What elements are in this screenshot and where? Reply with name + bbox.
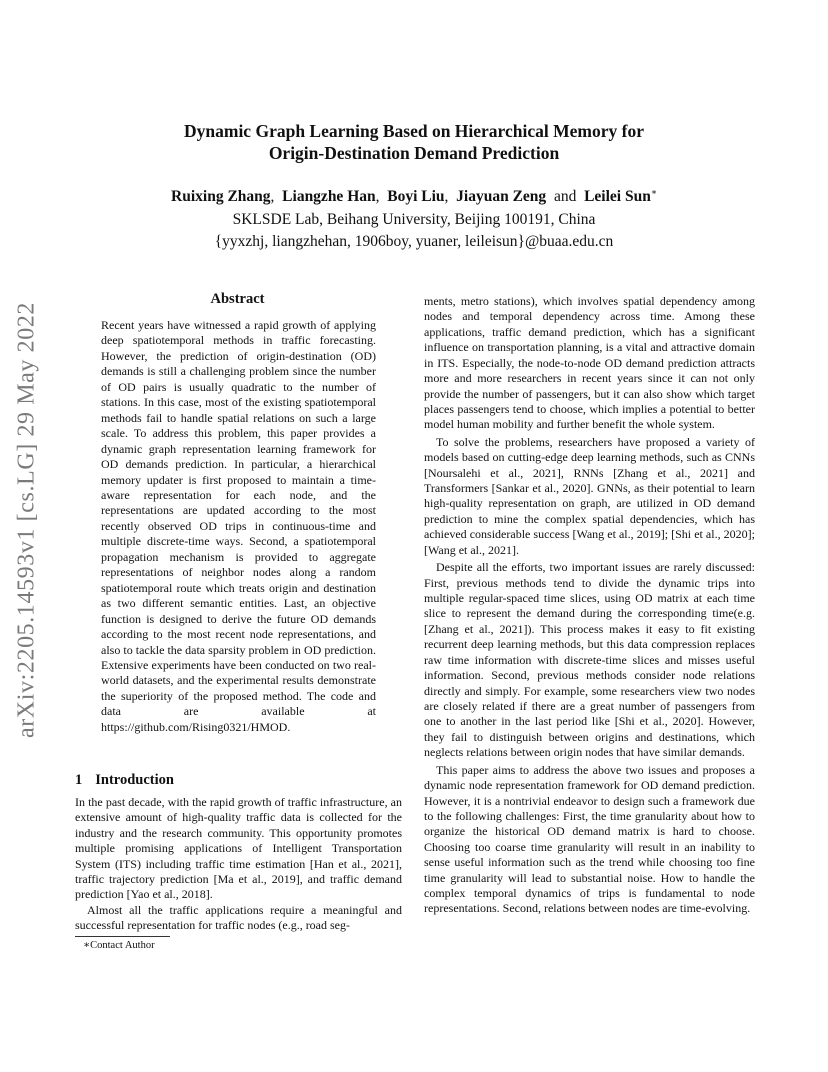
paragraph: ments, metro stations), which involves spatial dependency among nodes and temporal dependency across time. Among these applications, traffic demand prediction, which has a significant influence on transportation planning, is a vital and attractive domain in ITS. Especially, the node-to-node OD demand prediction attracts more and more researchers in recent years since it can not only provide the number of passengers, but it can also show which target places passengers tend to choose, which implies a potential to better model human mobility and further benefit the whole system. bbox=[424, 294, 755, 432]
author-name: Ruixing Zhang bbox=[171, 188, 271, 206]
right-column bbox=[424, 294, 755, 917]
author-emails: {yyxzhj, liangzhehan, 1906boy, yuaner, leileisun}@buaa.edu.cn bbox=[214, 233, 614, 250]
title-line-2: Origin-Destination Demand Prediction bbox=[268, 143, 560, 163]
author-name: Jiayuan Zeng bbox=[456, 188, 547, 206]
affiliation: SKLSDE Lab, Beihang University, Beijing 100191, China bbox=[232, 211, 596, 228]
paragraph: Almost all the traffic applications require a meaningful and successful representation for traffic nodes (e.g., road seg- bbox=[75, 902, 402, 933]
arxiv-identifier: arXiv:2205.14593v1 [cs.LG] 29 May 2022 bbox=[13, 301, 40, 739]
author-name: Leilei Sun bbox=[584, 188, 651, 206]
paragraph: This paper aims to address the above two issues and proposes a dynamic node representation framework for OD demand prediction. However, it is a nontrivial endeavor to design such a framework due to the following challenges: First, the time granularity about how to organize the historical OD demand matrix is hard to choose. Choosing too coarse time granularity will result in an inability to sense useful information such as the trend while choosing too fine time granularity will lead to substantial noise. How to handle the complex temporal dynamics of trips is fundamental to node representations. Second, relations between nodes are time-evolving. bbox=[424, 762, 755, 916]
abstract-heading: Abstract bbox=[210, 291, 265, 307]
author-separator: , bbox=[375, 188, 380, 206]
author-and: and bbox=[553, 188, 577, 206]
title-line-1: Dynamic Graph Learning Based on Hierarchical Memory for bbox=[184, 121, 644, 141]
paragraph: Despite all the efforts, two important issues are rarely discussed: First, previous methods tend to divide the dynamic trips into multiple regular-spaced time slices, using OD matrix at each time slice to represent the demand during the corresponding time(e.g. [Zhang et al., 2021]). This process makes it easy to fit existing recurrent deep learning methods, but this data compression replaces raw time information with discrete-time slices and misses useful information. Second, previous methods consider node relations directly and simply. For example, some researchers view two nodes are closely related if there are a great number of passengers from one to another in the last period like [Shi et al., 2020]. However, they fail to distinguish between origins and destinations, which neglects relations between origin nodes that have similar demands. bbox=[424, 560, 755, 760]
author-name: Boyi Liu bbox=[387, 188, 445, 206]
paragraph: To solve the problems, researchers have proposed a variety of models based on cutting-edge deep learning methods, such as CNNs [Noursalehi et al., 2021], RNNs [Zhang et al., 2021] and Transformers [Sankar et al., 2020]. GNNs, as their potential to learn high-quality representation on graph, are utilized in OD demand prediction to mine the complex spatial dependencies, which has achieved considerable success [Wang et al., 2019]; [Shi et al., 2020]; [Wang et al., 2021]. bbox=[424, 434, 755, 557]
author-separator: , bbox=[444, 188, 449, 206]
author-name: Liangzhe Han bbox=[282, 188, 376, 206]
author-separator: , bbox=[270, 188, 275, 206]
footnote: ∗Contact Author bbox=[83, 940, 155, 951]
introduction-left-column bbox=[75, 795, 402, 934]
footnote-rule bbox=[75, 936, 170, 937]
paper-title bbox=[0, 120, 828, 164]
section-title: Introduction bbox=[95, 772, 174, 788]
section-number: 1 bbox=[75, 772, 83, 788]
abstract-body: Recent years have witnessed a rapid growth of applying deep spatiotemporal methods in traffic forecasting. However, the prediction of origin-destination (OD) demands is still a challenging problem since the number of OD pairs is usually quadratic to the number of stations. In this case, most of the existing spatiotemporal methods fail to handle spatial relations on such a large scale. To address this problem, this paper provides a dynamic graph representation learning framework for OD demands prediction. In particular, a hierarchical memory updater is first proposed to maintain a time-aware representation for each node, and the representations are updated according to the most recently observed OD trips in continuous-time and multiple discrete-time ways. Second, a spatiotemporal propagation mechanism is provided to aggregate representations of neighbor nodes along a random spatiotemporal route which treats origin and destination as two different semantic entities. Last, an objective function is designed to derive the future OD demands according to the most recent node representations, and also to tackle the data sparsity problem in OD prediction. Extensive experiments have been conducted on two real-world datasets, and the experimental results demonstrate the superiority of the proposed method. The code and data are available at https://github.com/Rising0321/HMOD. bbox=[101, 318, 376, 734]
paragraph: In the past decade, with the rapid growth of traffic infrastructure, an extensive amount of high-quality traffic data is collected for the industry and the research community. This opportunity promotes multiple promising applications of Intelligent Transportation System (ITS) including traffic time estimation [Han et al., 2021], traffic trajectory prediction [Ma et al., 2019], and traffic demand prediction [Yao et al., 2018]. bbox=[75, 795, 402, 902]
section-heading bbox=[75, 772, 174, 789]
author-mark: ∗ bbox=[650, 187, 657, 197]
author-list bbox=[0, 187, 828, 206]
